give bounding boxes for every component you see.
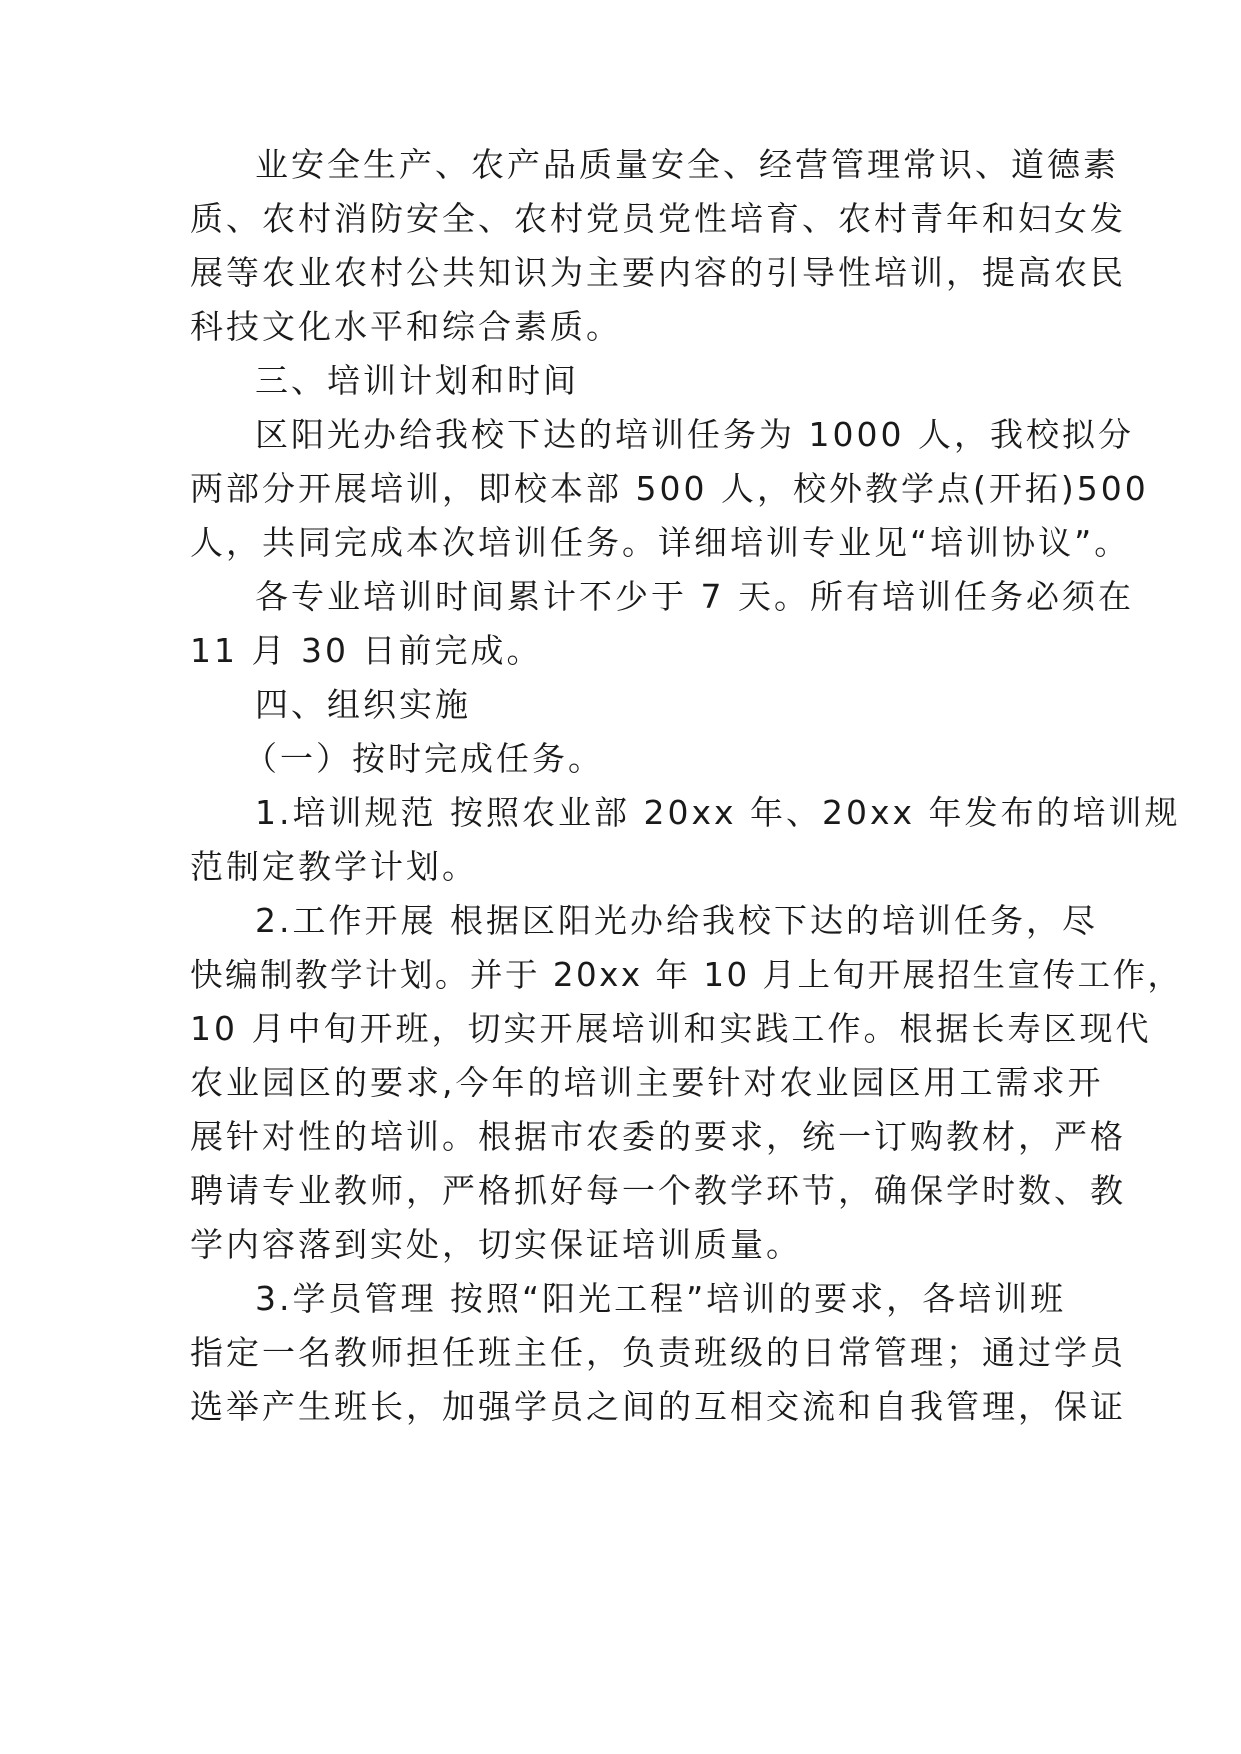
- body-line-17: 10 月中旬开班，切实开展培训和实践工作。根据长寿区现代: [190, 1009, 1152, 1048]
- body-line-10: 11 月 30 日前完成。: [190, 631, 543, 670]
- body-line-23: 指定一名教师担任班主任，负责班级的日常管理；通过学员: [190, 1333, 1126, 1372]
- body-line-19: 展针对性的培训。根据市农委的要求，统一订购教材，严格: [190, 1117, 1126, 1156]
- body-line-9: 各专业培训时间累计不少于 7 天。所有培训任务必须在: [255, 577, 1134, 616]
- body-line-7: 两部分开展培训，即校本部 500 人，校外教学点(开拓)500: [190, 469, 1149, 508]
- body-line-14: 范制定教学计划。: [190, 847, 478, 886]
- body-line-1: 业安全生产、农产品质量安全、经营管理常识、道德素: [255, 145, 1119, 184]
- body-line-3: 展等农业农村公共知识为主要内容的引导性培训，提高农民: [190, 253, 1126, 292]
- subsection-heading-1: （一）按时完成任务。: [244, 739, 604, 778]
- body-line-16: 快编制教学计划。并于 20xx 年 10 月上旬开展招生宣传工作，: [190, 956, 1183, 994]
- body-line-15: 2.工作开展 根据区阳光办给我校下达的培训任务，尽: [255, 901, 1098, 940]
- body-line-6: 区阳光办给我校下达的培训任务为 1000 人，我校拟分: [255, 415, 1134, 454]
- body-line-18: 农业园区的要求,今年的培训主要针对农业园区用工需求开: [190, 1063, 1104, 1102]
- body-line-24: 选举产生班长，加强学员之间的互相交流和自我管理，保证: [190, 1387, 1126, 1426]
- section-heading-4: 四、组织实施: [255, 685, 471, 724]
- body-line-13: 1.培训规范 按照农业部 20xx 年、20xx 年发布的培训规: [255, 793, 1181, 832]
- body-line-21: 学内容落到实处，切实保证培训质量。: [190, 1225, 802, 1264]
- body-line-8: 人，共同完成本次培训任务。详细培训专业见“培训协议”。: [190, 523, 1131, 562]
- body-line-4: 科技文化水平和综合素质。: [190, 307, 622, 346]
- section-heading-3: 三、培训计划和时间: [255, 361, 579, 400]
- body-line-2: 质、农村消防安全、农村党员党性培育、农村青年和妇女发: [190, 199, 1126, 238]
- body-line-20: 聘请专业教师，严格抓好每一个教学环节，确保学时数、教: [190, 1171, 1126, 1210]
- body-line-22: 3.学员管理 按照“阳光工程”培训的要求，各培训班: [255, 1279, 1067, 1318]
